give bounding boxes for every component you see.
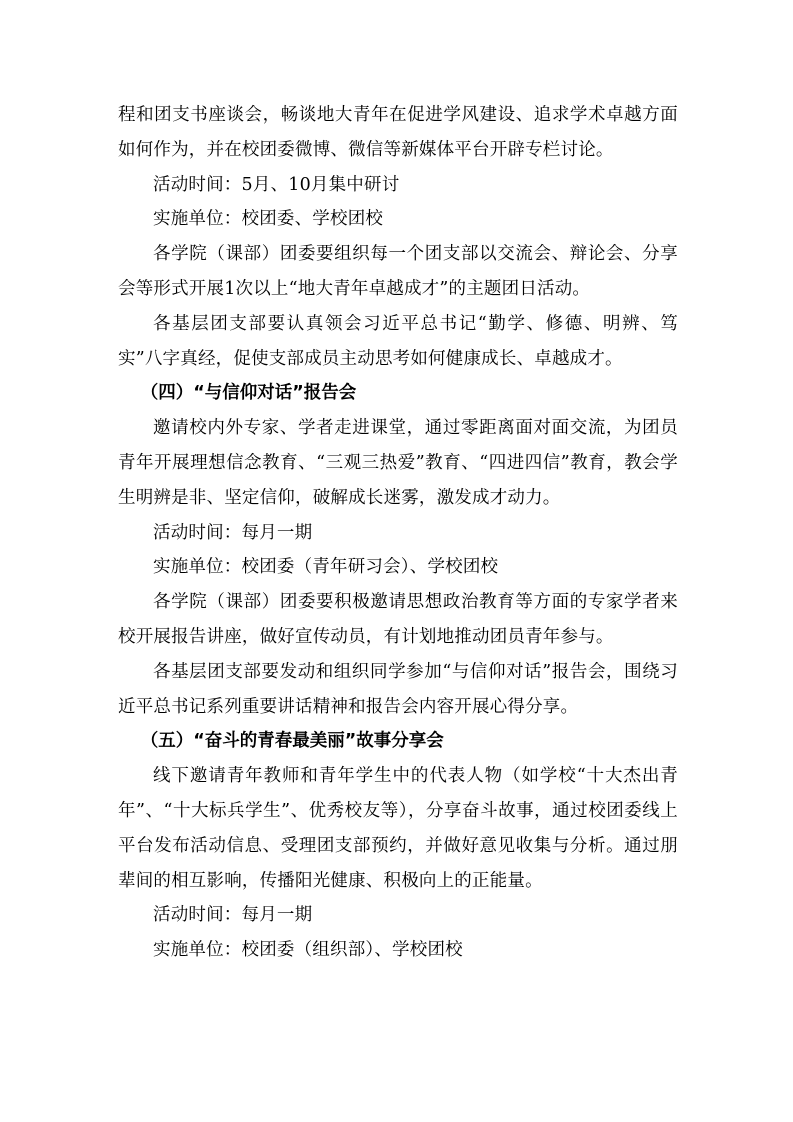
paragraph-organizer: 实施单位：校团委（青年研习会）、学校团校 bbox=[153, 557, 499, 578]
section-heading-5: （五）“奋斗的青春最美丽”故事分享会 bbox=[140, 731, 444, 752]
paragraph-activity-time: 活动时间：5月、10月集中研讨 bbox=[153, 174, 400, 195]
paragraph-invite-experts: 邀请校内外专家、学者走进课堂，通过零距离面对面交流，为团员青年开展理想信念教育、“三观三热爱”教育、“四进四信”教育，教会学生明辨是非、坚定信仰，破解成长迷雾，激发成才动力。 bbox=[118, 418, 678, 508]
paragraph-continuation: 程和团支书座谈会，畅谈地大青年在促进学风建设、追求学术卓越方面如何作为，并在校团委微博、微信等新媒体平台开辟专栏讨论。 bbox=[118, 105, 678, 160]
document-body bbox=[118, 98, 678, 968]
paragraph-organizer: 实施单位：校团委、学校团校 bbox=[153, 209, 384, 230]
paragraph-activity-time: 活动时间：每月一期 bbox=[153, 522, 313, 543]
paragraph-story-sharing: 线下邀请青年教师和青年学生中的代表人物（如学校“十大杰出青年”、“十大标兵学生”、优秀校友等），分享奋斗故事，通过校团委线上平台发布活动信息、受理团支部预约，并做好意见收集与分析。通过朋辈间的相互影响，传播阳光健康、积极向上的正能量。 bbox=[118, 766, 678, 891]
paragraph-branch-requirement: 各基层团支部要认真领会习近平总书记“勤学、修德、明辨、笃实”八字真经，促使支部成员主动思考如何健康成长、卓越成才。 bbox=[118, 313, 678, 369]
paragraph-branch-requirement: 各基层团支部要发动和组织同学参加“与信仰对话”报告会，围绕习近平总书记系列重要讲话精神和报告会内容开展心得分享。 bbox=[118, 661, 678, 717]
paragraph-activity-time: 活动时间：每月一期 bbox=[153, 905, 313, 926]
paragraph-college-requirement: 各学院（课部）团委要积极邀请思想政治教育等方面的专家学者来校开展报告讲座，做好宣传动员，有计划地推动团员青年参与。 bbox=[118, 592, 678, 647]
section-heading-4: （四）“与信仰对话”报告会 bbox=[140, 383, 357, 404]
paragraph-college-requirement: 各学院（课部）团委要组织每一个团支部以交流会、辩论会、分享会等形式开展1次以上“地大青年卓越成才”的主题团日活动。 bbox=[118, 244, 678, 299]
paragraph-organizer: 实施单位：校团委（组织部）、学校团校 bbox=[153, 940, 463, 961]
